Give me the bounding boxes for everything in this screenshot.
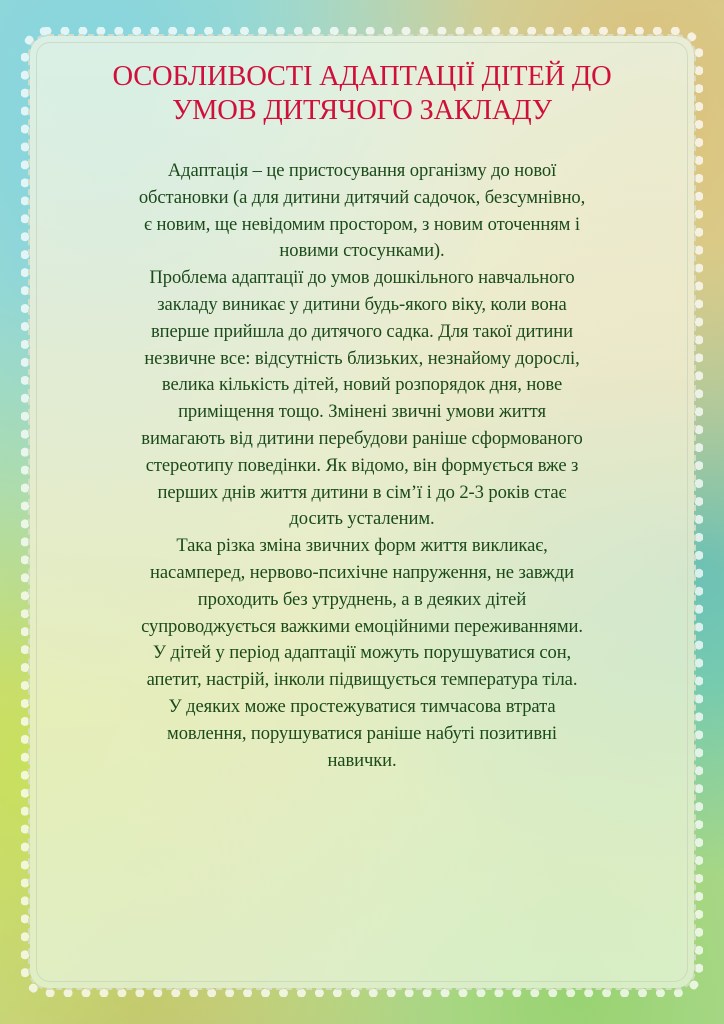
text-line: вимагають від дитини перебудови раніше сформованого (141, 427, 583, 449)
text-line: апетит, настрій, інколи підвищується температура тіла. (146, 669, 578, 691)
page-title (70, 60, 654, 128)
text-line: У дітей у період адаптації можуть порушуватися сон, (152, 642, 572, 664)
text-line: проходить без утруднень, а в деяких дітей (197, 588, 527, 610)
text-line: Така різка зміна звичних форм життя викликає, (176, 535, 548, 557)
text-line: вперше прийшла до дитячого садка. Для такої дитини (150, 320, 573, 342)
text-line: супроводжується важкими емоційними переживаннями. (141, 615, 583, 637)
text-line: Проблема адаптації до умов дошкільного навчального (149, 267, 575, 289)
text-line: приміщення тощо. Змінені звичні умови життя (178, 401, 546, 423)
article-body (50, 158, 674, 774)
text-line: навички. (327, 749, 397, 771)
lace-frame (30, 36, 694, 988)
text-line: закладу виникає у дитини будь-якого віку, коли вона (157, 293, 567, 315)
text-line: обстановки (а для дитини дитячий садочок, безсумнівно, (138, 186, 586, 208)
title-line: УМОВ ДИТЯЧОГО ЗАКЛАДУ (172, 95, 552, 126)
text-line: мовлення, порушуватися раніше набуті позитивні (167, 722, 557, 744)
title-line: ОСОБЛИВОСТІ АДАПТАЦІЇ ДІТЕЙ ДО (112, 61, 612, 92)
text-line: Адаптація – це пристосування організму до нової (167, 160, 557, 181)
text-line: У деяких може простежуватися тимчасова втрата (168, 695, 556, 717)
paragraph-definition (50, 158, 674, 265)
text-line: перших днів життя дитини в сім’ї і до 2-3 років стає (157, 481, 567, 503)
text-line: новими стосунками). (279, 240, 445, 262)
text-line: досить усталеним. (289, 508, 435, 530)
paragraph-effects (50, 533, 674, 774)
text-line: стереотипу поведінки. Як відомо, він формується вже з (145, 454, 579, 476)
text-line: насамперед, нервово-психічне напруження, не завжди (150, 561, 574, 583)
text-line: велика кількість дітей, новий розпорядок дня, нове (161, 374, 563, 396)
text-line: є новим, ще невідомим простором, з новим оточенням і (144, 213, 580, 235)
text-line: незвичне все: відсутність близьких, незнайому дорослі, (144, 347, 580, 369)
paragraph-problem (50, 265, 674, 533)
